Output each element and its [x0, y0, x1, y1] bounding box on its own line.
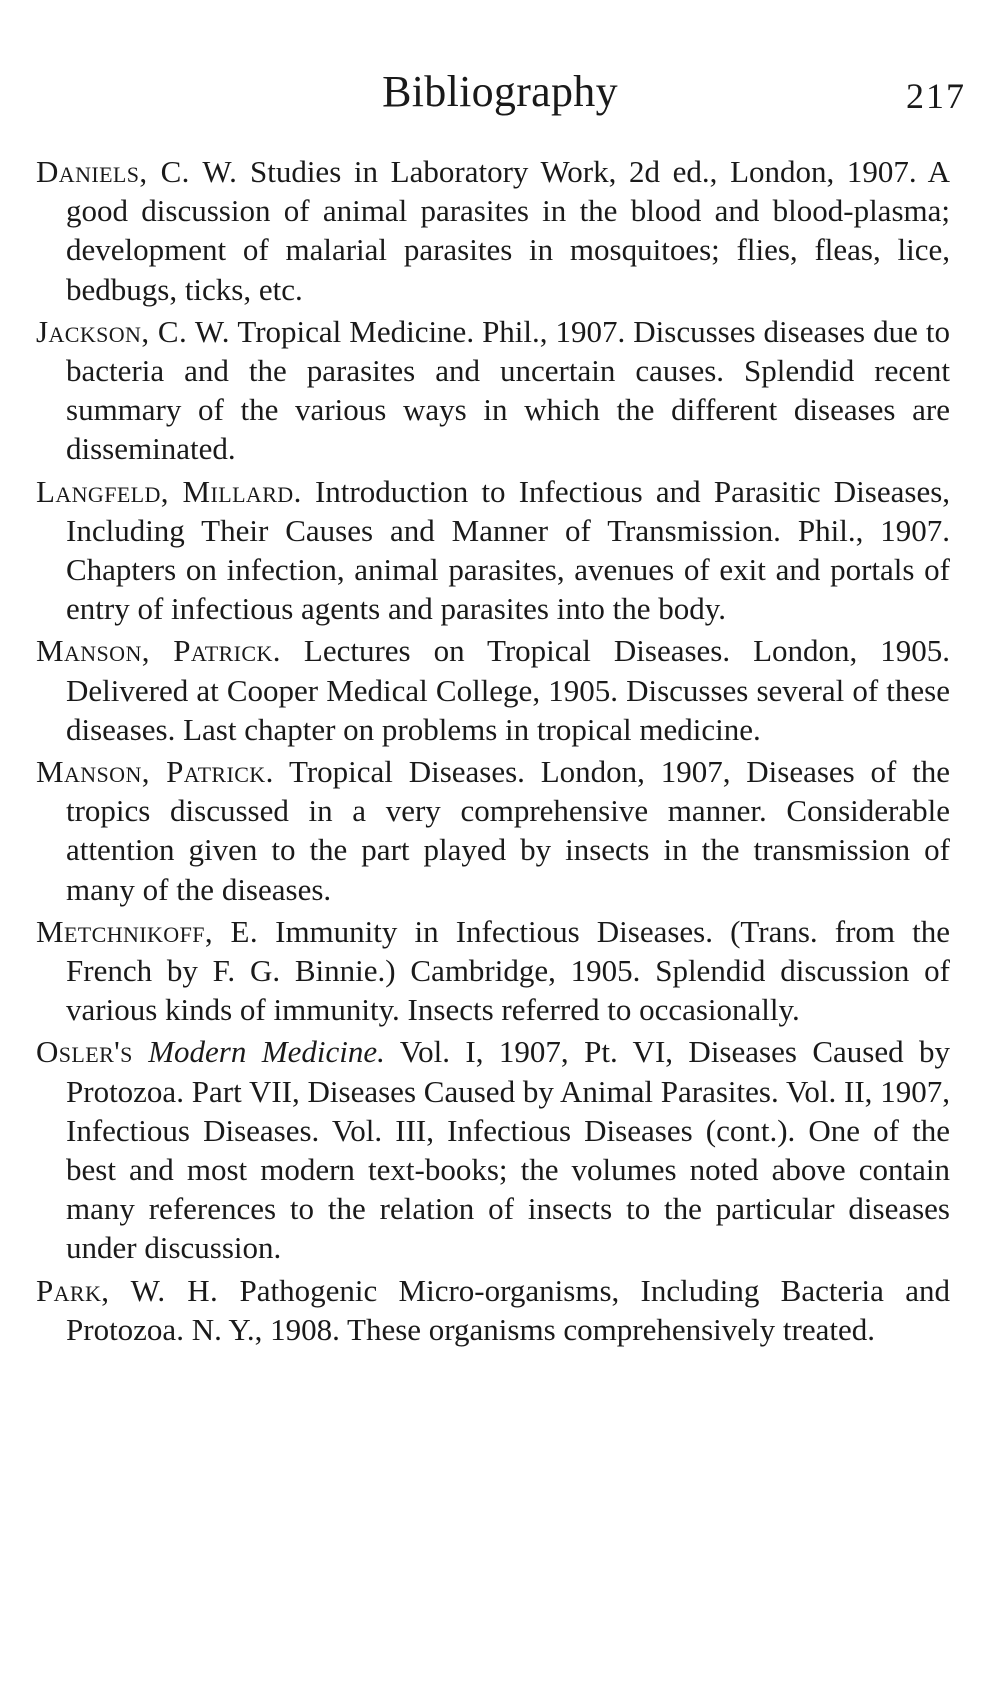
- entry-text: Tropical Diseases. London, 1907, Diseases of the tropics discussed in a very comprehensive manner. Considerable attention given to the part played by insects in the transmission of many of the diseases.: [66, 754, 951, 907]
- entry-author: Jackson, C. W.: [36, 313, 230, 349]
- page-title: Bibliography: [382, 67, 618, 116]
- entry-title-italic: Modern Medicine.: [148, 1034, 385, 1070]
- bibliography-entry: [36, 152, 950, 309]
- page-header: [0, 62, 1000, 122]
- bibliography-entry: [36, 472, 950, 629]
- entry-author: Daniels, C. W.: [36, 154, 238, 189]
- bibliography-entry: [36, 1032, 950, 1267]
- entry-text: Immunity in Infectious Diseases. (Trans. from the French by F. G. Binnie.) Cambridge, 1905. Splendid discussion of various kinds of immunity. Insects referred to occasionally.: [66, 913, 951, 1028]
- entry-author: Langfeld, Millard.: [36, 473, 302, 509]
- bibliography-entry: [36, 912, 950, 1030]
- entry-author: Manson, Patrick.: [36, 633, 281, 669]
- entry-author: Osler's: [36, 1034, 133, 1070]
- bibliography-entry: [36, 312, 950, 469]
- bibliography-entry: [36, 631, 950, 749]
- entry-text: Studies in Laboratory Work, 2d ed., London, 1907. A good discussion of animal parasites in the blood and blood-plasma; development of malarial parasites in mosquitoes; flies, fleas, lice, bedbugs, ticks, etc.: [66, 154, 951, 307]
- entry-author: Manson, Patrick.: [36, 754, 274, 790]
- entry-author: Metchnikoff, E.: [36, 913, 259, 949]
- entry-text: Tropical Medicine. Phil., 1907. Discusses diseases due to bacteria and the parasites and uncertain causes. Splendid recent summary of the various ways in which the different diseases are disseminated.: [66, 313, 950, 467]
- bibliography-entry: [36, 752, 950, 909]
- page-number: 217: [906, 76, 966, 116]
- bibliography-entry: [36, 1271, 950, 1349]
- entry-text: Vol. I, 1907, Pt. VI, Diseases Caused by Protozoa. Part VII, Diseases Caused by Animal Parasites. Vol. II, 1907, Infectious Diseases. Vol. III, Infectious Diseases (cont.). One of the best and most modern text-books; the volumes noted above contain many references to the relation of insects to the particular diseases under discussion.: [66, 1034, 951, 1266]
- entry-text: Lectures on Tropical Diseases. London, 1905. Delivered at Cooper Medical College, 1905. Discusses several of these diseases. Last chapter on problems in tropical medicine.: [66, 633, 950, 747]
- bibliography-list: [36, 152, 950, 1352]
- entry-author: Park, W. H.: [36, 1272, 219, 1308]
- entry-text: Introduction to Infectious and Parasitic Diseases, Including Their Causes and Manner of Transmission. Phil., 1907. Chapters on infection, animal parasites, avenues of exit and portals of entry of infectious agents and parasites into the body.: [66, 473, 951, 627]
- entry-text: Pathogenic Micro-organisms, Including Bacteria and Protozoa. N. Y., 1908. These organisms comprehensively treated.: [66, 1272, 950, 1347]
